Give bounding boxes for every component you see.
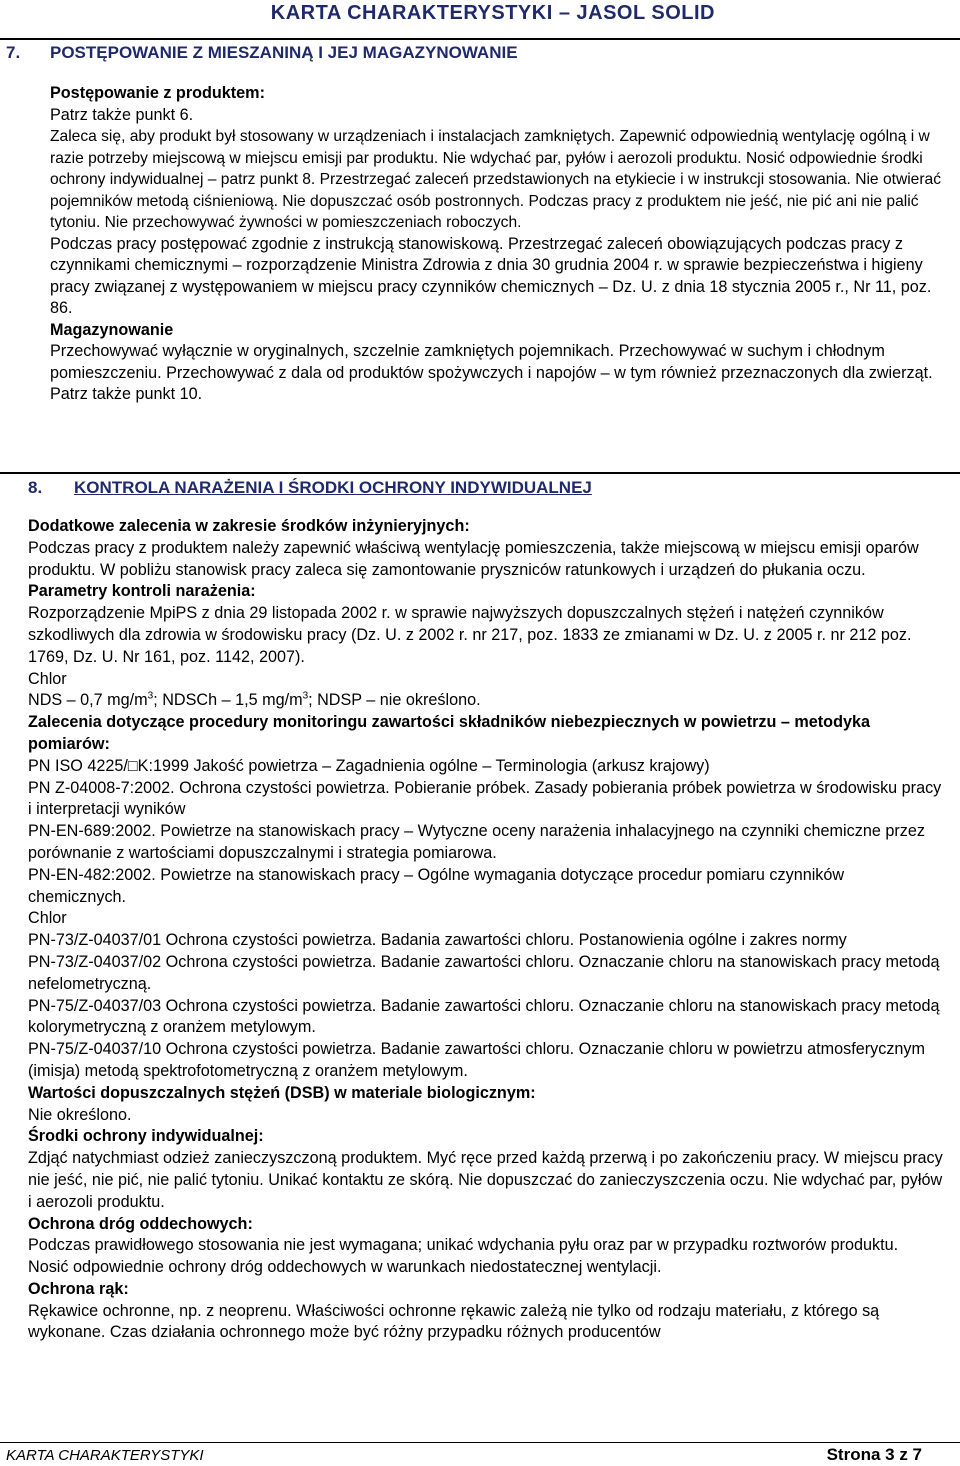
chlor-label: Chlor [28,669,67,688]
monitoring-line: PN-EN-482:2002. Powietrze na stanowiskach pracy – Ogólne wymagania dotyczące procedur pomiaru czynników chemicznych. [28,865,845,906]
section-7-header [0,38,960,62]
section-8-number: 8. [28,478,43,497]
params-text: Rozporządzenie MpiPS z dnia 29 listopada 2002 r. w sprawie najwyższych dopuszczalnych stężeń i natężeń czynników szkodliwych dla zdrowia w środowisku pracy (Dz. U. z 2002 r. nr 217, poz. 1833 ze zmianami w Dz. U. z 2005 r. nr 212 poz. 1769, Dz. U. Nr 161, poz. 1142, 2007). [28,604,912,666]
handling-paragraph-1: Patrz także punkt 6. [50,105,194,124]
section-8-title: KONTROLA NARAŻENIA I ŚRODKI OCHRONY INDYWIDUALNEJ [74,478,592,497]
section-7-title: POSTĘPOWANIE Z MIESZANINĄ I JEJ MAGAZYNOWANIE [50,43,518,62]
ndsch-unit-exponent: 3 [302,690,309,702]
handling-paragraph-3: Podczas pracy postępować zgodnie z instrukcją stanowiskową. Przestrzegać zaleceń obowiązujących podczas pracy z czynnikami chemicznymi – rozporządzenie Ministra Zdrowia z dnia 30 grudnia 2004 r. w sprawie bezpieczeństwa i higieny pracy związanej z występowaniem w miejscu pracy czynników chemicznych – Dz. U. z dnia 18 stycznia 2005 r., Nr 11, poz. 86. [50,234,932,317]
nds-value: NDS – 0,7 mg/m [28,691,148,710]
handling-subheading: Postępowanie z produktem: [50,84,265,102]
hands-text: Rękawice ochronne, np. z neoprenu. Właściwości ochronne rękawic zależą nie tylko od rodzaju materiału, z którego są wykonane. Czas działania ochronnego może być różny przypadku różnych producentów [28,1301,880,1342]
monitoring-line: PN Z-04008-7:2002. Ochrona czystości powietrza. Pobieranie próbek. Zasady pobierania próbek powietrza w środowisku pracy i interpretacji wyników [28,778,942,819]
storage-paragraph: Przechowywać wyłącznie w oryginalnych, szczelnie zamkniętych pojemnikach. Przechowywać w suchym i chłodnym pomieszczeniu. Przechowywać z dala od produktów spożywczych i napojów – w tym również przeznaczonych dla zwierząt. Patrz także punkt 10. [50,342,933,403]
engineering-heading: Dodatkowe zalecenia w zakresie środków inżynieryjnych: [28,517,470,535]
section-8-heading [28,478,592,498]
monitoring-line: PN-73/Z-04037/02 Ochrona czystości powietrza. Badanie zawartości chloru. Oznaczanie chloru na stanowiskach pracy metodą nefelometryczną. [28,952,940,993]
monitoring-line: PN ISO 4225/□K:1999 Jakość powietrza – Zagadnienia ogólne – Terminologia (arkusz krajowy) [28,756,710,775]
footer-document-name: KARTA CHARAKTERYSTYKI [6,1447,204,1464]
hands-heading: Ochrona rąk: [28,1279,129,1298]
ppe-text: Zdjąć natychmiast odzież zanieczyszczoną produktem. Myć ręce przed każdą przerwą i po zakończeniu pracy. W miejscu pracy nie jeść, nie pić, nie palić tytoniu. Unikać kontaktu ze skórą. Nie dopuszczać do zanieczyszczenia oczu. Nie wdychać par, pyłów i aerozoli produktu. [28,1149,943,1211]
section-7-body [50,83,945,406]
storage-subheading: Magazynowanie [50,320,174,339]
monitoring-line: PN-75/Z-04037/10 Ochrona czystości powietrza. Badanie zawartości chloru. Oznaczanie chloru w powietrzu atmosferycznym (imisja) metodą spektrofotometryczną z oranżem metylowym. [28,1040,925,1080]
footer-page-number: Strona 3 z 7 [826,1445,922,1464]
engineering-text: Podczas pracy z produktem należy zapewnić właściwą wentylację pomieszczenia, także miejscową w miejscu emisji oparów produktu. W pobliżu stanowisk pracy zaleca się zamontowanie pryszniców ratunkowych i urządzeń do płukania oczu. [28,538,919,579]
monitoring-heading: Zalecenia dotyczące procedury monitoringu zawartości składników niebezpiecznych w powietrzu – metodyka pomiarów: [28,713,870,753]
section-8-divider [0,472,960,474]
dsb-text: Nie określono. [28,1105,132,1124]
section-7-number: 7. [6,43,21,62]
page-footer [0,1442,960,1464]
ppe-heading: Środki ochrony indywidualnej: [28,1127,264,1146]
monitoring-line: PN-EN-689:2002. Powietrze na stanowiskach pracy – Wytyczne oceny narażenia inhalacyjnego na czynniki chemiczne przez porównanie z wartościami dopuszczalnymi i strategia pomiarowa. [28,822,925,862]
section-7-heading [6,43,518,63]
respiratory-heading: Ochrona dróg oddechowych: [28,1214,253,1233]
respiratory-text: Podczas prawidłowego stosowania nie jest wymagana; unikać wdychania pyłu oraz par w przypadku roztworów produktu. Nosić odpowiednie ochrony dróg oddechowych w warunkach niedostatecznej wentylacji. [28,1236,899,1277]
monitoring-line: Chlor [28,909,67,928]
nds-unit-exponent: 3 [147,690,154,702]
params-heading: Parametry kontroli narażenia: [28,582,256,601]
ndsch-value: ; NDSCh – 1,5 mg/m [153,691,303,710]
document-header-title: KARTA CHARAKTERYSTYKI – JASOL SOLID [270,2,715,24]
monitoring-line: PN-75/Z-04037/03 Ochrona czystości powietrza. Badanie zawartości chloru. Oznaczanie chloru na stanowiskach pracy metodą kolorymetryczną z oranżem metylowym. [28,996,940,1037]
nds-line [28,690,943,712]
section-8-body [28,516,943,1344]
dsb-heading: Wartości dopuszczalnych stężeń (DSB) w materiale biologicznym: [28,1083,536,1102]
monitoring-line: PN-73/Z-04037/01 Ochrona czystości powietrza. Badania zawartości chloru. Postanowienia ogólne i zakres normy [28,931,847,950]
ndsp-value: ; NDSP – nie określono. [308,691,481,710]
handling-paragraph-2: Zaleca się, aby produkt był stosowany w urządzeniach i instalacjach zamkniętych. Zapewnić odpowiednią wentylację ogólną i w razie potrzeby miejscową w miejscu emisji par produktu. Nie wdychać par, pyłów i aerozoli produktu. Nosić odpowiednie środki ochrony indywidualnej – patrz punkt 8. Przestrzegać zaleceń przedstawionych na etykiecie i w instrukcji stosowania. Nie otwierać pojemników metodą ciśnieniową. Nie dopuszczać osób postronnych. Podczas pracy z produktem nie jeść, nie pić ani nie palić tytoniu. Nie przechowywać żywności w pomieszczeniach roboczych. [50,128,942,231]
